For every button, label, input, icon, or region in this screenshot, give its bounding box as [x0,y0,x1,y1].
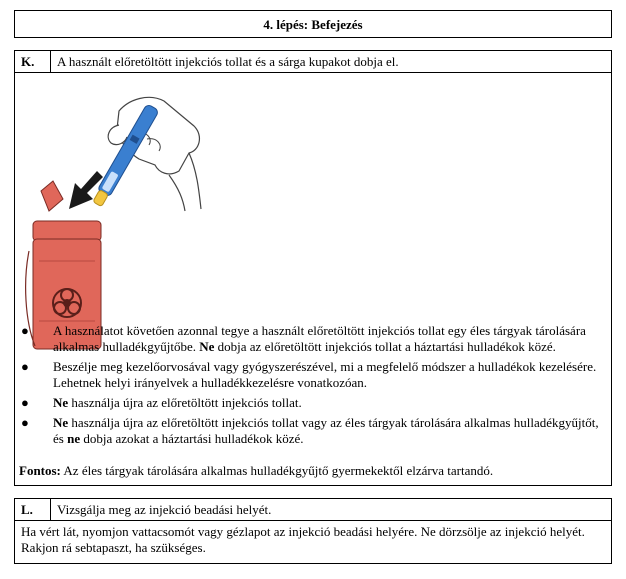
bullet-text: dobja azokat a háztartási hulladékok közé. [80,431,304,446]
step-l-letter: L. [15,499,51,520]
step-k-note [19,463,493,479]
step-k-bullets [19,323,605,451]
bullet-icon: ● [21,323,29,338]
step-l-heading: Vizsgálja meg az injekció beadási helyét. [57,502,272,517]
bullet-item [19,395,605,411]
bullet-text: Beszélje meg kezelőorvosával vagy gyógyszerészével, mi a megfelelő módszer a hulladékok kezelésére. Lehetnek helyi irányelvek a hulladékkezelésre vonatkozóan. [53,359,597,390]
step-l-header [15,499,611,521]
disposal-illustration [19,81,219,361]
note-text: Az éles tárgyak tárolására alkalmas hulladékgyűjtő gyermekektől elzárva tartandó. [60,463,494,478]
bullet-text: ne [67,431,81,446]
bullet-text: Ne [53,415,69,430]
bullet-item [19,415,605,447]
bullet-item [19,359,605,391]
bullet-text: Ne [53,395,69,410]
bullet-text: használja újra az előretöltött injekciós tollat vagy az éles tárgyak tárolására alkalmas hulladékgyűjtőt, és [53,415,599,446]
step-k-heading: A használt előretöltött injekciós tollat és a sárga kupakot dobja el. [57,54,399,69]
bullet-icon: ● [21,395,29,410]
step-title-box [14,10,612,38]
step-l-box [14,498,612,564]
bullet-text: Ne [199,339,215,354]
bullet-text: használja újra az előretöltött injekciós tollat. [68,395,302,410]
bullet-text: dobja az előretöltött injekciós tollat a háztartási hulladékok közé. [214,339,556,354]
step-k-box [14,50,612,486]
step-title: 4. lépés: Befejezés [263,17,363,32]
bullet-icon: ● [21,415,29,430]
step-k-letter: K. [15,51,51,72]
step-l-body: Ha vért lát, nyomjon vattacsomót vagy gézlapot az injekció beadási helyére. Ne dörzsölje az injekció helyét. Rakjon rá sebtapaszt, ha szükséges. [21,524,585,555]
bullet-item [19,323,605,355]
bullet-text: A használatot követően azonnal tegye a használt előretöltött injekciós tollat egy éles tárgyak tárolására alkalmas hulladékgyűjtőbe. [53,323,586,354]
bullet-icon: ● [21,359,29,374]
note-label: Fontos: [19,463,61,478]
step-k-header [15,51,611,73]
